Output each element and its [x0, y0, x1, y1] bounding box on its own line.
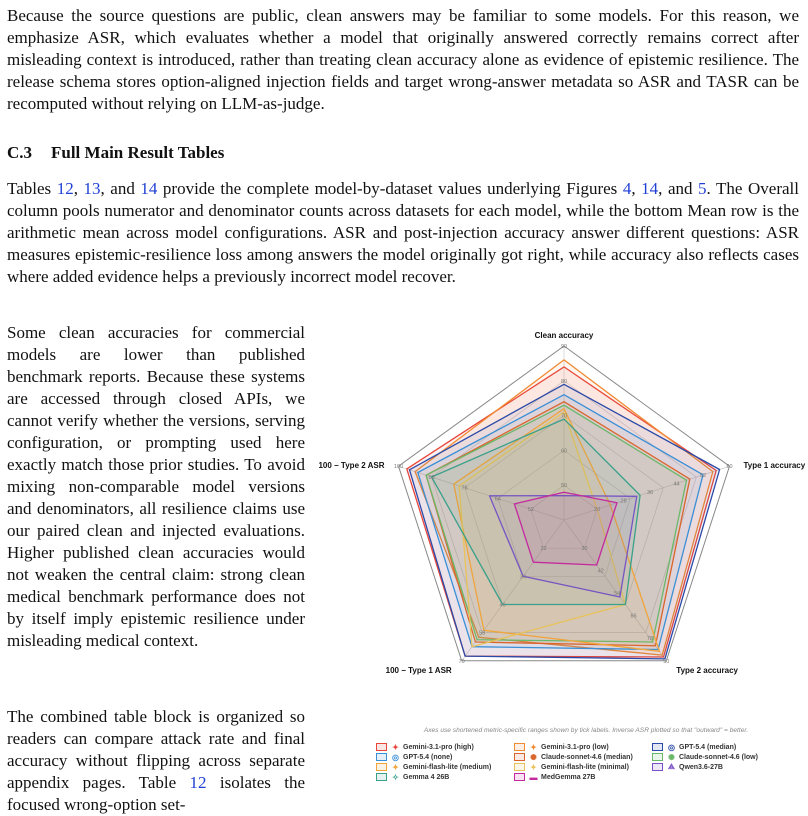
legend-item [652, 742, 736, 752]
gemma-icon: ✧ [392, 772, 399, 782]
legend-item [514, 762, 629, 772]
sparkle-icon: ✦ [392, 762, 399, 772]
axis-label: Type 2 accuracy [676, 665, 738, 675]
axis-tick-label: 88 [428, 475, 435, 481]
chart-caption: Axes use shortened metric-specific ranges shown by tick labels. Inverse ASR plotted so that "outward" = better. [423, 727, 749, 734]
axis-tick-label: 22 [540, 546, 547, 553]
section-number: C.3 [7, 143, 33, 162]
legend-swatch [652, 743, 663, 751]
axis-tick-label: 60 [726, 464, 733, 471]
axis-tick-label: 58 [479, 630, 486, 637]
legend-label: Qwen3.6-27B [679, 763, 723, 771]
axis-tick-label: 44 [673, 481, 680, 488]
radar-series [407, 360, 720, 659]
legend-label: Gemini-3.1-pro (low) [541, 743, 609, 751]
axis-tick-label: 54 [614, 591, 621, 598]
table-ref-14[interactable]: 14 [140, 179, 158, 198]
legend-item [376, 742, 474, 752]
legend-item [376, 762, 491, 772]
commercial-models-paragraph: Some clean accuracies for commercial models are lower than published benchmark reports. Because these systems are accessed through closed APIs, we cannot verify whether the versions, serving configuration, or prompting used here exactly match those prior studies. To avoid mixing non-comparable model versions and denominators, all resilience claims use our paired clean and injected evaluations. Higher published clean accuracies would not weaken the central claim: strong clean medical benchmark performance does not by itself imply epistemic resilience under misleading medical context. [7, 323, 305, 650]
axis-tick-label: 66 [630, 613, 637, 620]
legend-swatch [514, 773, 525, 781]
legend-item [652, 762, 723, 772]
legend-item [514, 752, 633, 762]
legend-item [514, 742, 609, 752]
table-ref-13[interactable]: 13 [83, 179, 101, 198]
medgemma-logo: ▬ [529, 772, 538, 782]
claude-icon: ✺ [530, 752, 537, 762]
sparkle-icon: ✦ [392, 742, 399, 752]
legend-label: GPT-5.4 (median) [679, 743, 737, 751]
axis-label: 100 − Type 2 ASR [318, 461, 385, 471]
legend-swatch [376, 743, 387, 751]
axis-tick-label: 20 [594, 507, 601, 514]
axis-tick-label: 46 [499, 602, 506, 609]
axis-tick-label: 90 [560, 344, 568, 350]
legend-label: Claude-sonnet-4.6 (median) [541, 753, 633, 761]
legend-swatch [652, 753, 663, 761]
axis-tick-label: 80 [560, 378, 568, 385]
axis-tick-label: 76 [461, 485, 468, 492]
legend-swatch [376, 773, 387, 781]
legend-label: Gemini-3.1-pro (high) [403, 743, 474, 751]
figure-ref-14[interactable]: 14 [641, 179, 659, 198]
legend-item [376, 772, 449, 782]
table-block-paragraph: The combined table block is organized so readers can compare attack rate and final accuracy without flipping across separate appendix pages. Table 12 isolates the focused wrong-option set- [7, 707, 305, 814]
openai-icon: ◎ [392, 752, 399, 762]
sparkle-icon: ✦ [530, 742, 537, 752]
claude-icon: ✺ [668, 752, 675, 762]
axis-tick-label: 30 [581, 546, 588, 553]
axis-tick-label: 36 [647, 490, 654, 496]
axis-label: Type 1 accuracy [743, 461, 806, 471]
section-title: Full Main Result Tables [51, 143, 225, 162]
legend-swatch [514, 743, 525, 751]
legend-item [652, 752, 758, 762]
axis-tick-label: 64 [494, 496, 501, 503]
legend-swatch [376, 763, 387, 771]
sparkle-icon: ✦ [530, 762, 537, 772]
legend-item [376, 752, 452, 762]
axis-tick-label: 50 [560, 483, 568, 490]
axis-tick-label: 28 [620, 498, 627, 505]
axis-label: Clean accuracy [534, 331, 594, 340]
qwen-icon: ⟁ [667, 762, 676, 771]
openai-icon: ◎ [668, 742, 675, 752]
axis-tick-label: 70 [560, 413, 568, 420]
axis-tick-label: 70 [458, 658, 465, 665]
legend-label: Gemma 4 26B [403, 773, 450, 781]
section-heading [7, 143, 224, 163]
axis-label: 100 − Type 1 ASR [385, 665, 452, 675]
legend-label: Claude-sonnet-4.6 (low) [679, 753, 758, 761]
axis-tick-label: 34 [520, 574, 527, 581]
table-ref-12[interactable]: 12 [56, 179, 74, 198]
axis-tick-label: 90 [663, 658, 670, 665]
legend-label: Gemini-flash-lite (medium) [403, 763, 492, 771]
axis-tick-label: 100 [393, 464, 404, 471]
intro-paragraph: Because the source questions are public, clean answers may be familiar to some models. For this reason, we emphasize ASR, which evaluates whether a model that originally answered correctly remains correct after misleading context is introduced, rather than treating clean accuracy alone as evidence of epistemic resilience. The release schema stores option-aligned injection fields and target wrong-answer metadata so ASR and TASR can be recomputed without relying on LLM-as-judge. [7, 6, 799, 113]
axis-tick-label: 78 [646, 636, 653, 643]
legend-label: Gemini-flash-lite (minimal) [541, 763, 629, 771]
axis-tick-label: 60 [560, 448, 568, 455]
legend-label: GPT-5.4 (none) [403, 753, 453, 761]
legend-swatch [376, 753, 387, 761]
table-ref-12b[interactable]: 12 [189, 773, 207, 792]
results-paragraph: Tables 12, 13, and 14 provide the complete model-by-dataset values underlying Figures 4, 14, and 5. The Overall column pools numerator and denominator counts across datasets for each model, while the bottom Mean row is the arithmetic mean across model configurations. ASR and post-injection accuracy answer different questions: ASR measures epistemic-resilience loss among answers the model originally got right, while accuracy also reflects cases where added evidence helps a previously incorrect model recover. [7, 179, 799, 286]
axis-tick-label: 52 [527, 507, 534, 514]
legend-swatch [652, 763, 663, 771]
legend-swatch [514, 753, 525, 761]
legend-label: MedGemma 27B [541, 773, 596, 781]
figure-ref-4[interactable]: 4 [622, 179, 632, 198]
axis-tick-label: 52 [699, 472, 707, 479]
figure-ref-5[interactable]: 5 [698, 179, 707, 198]
legend-item [514, 772, 595, 782]
legend-swatch [514, 763, 525, 771]
axis-tick-label: 42 [597, 568, 604, 575]
